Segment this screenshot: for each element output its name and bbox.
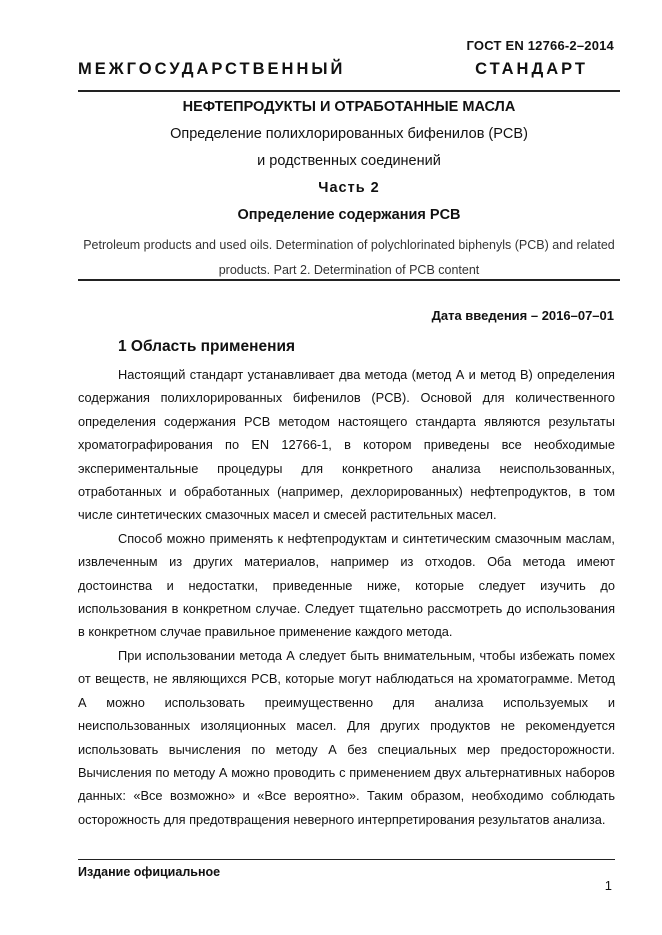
title-line-1: НЕФТЕПРОДУКТЫ И ОТРАБОТАННЫЕ МАСЛА bbox=[182, 99, 516, 115]
paragraph: При использовании метода А следует быть внимательным, чтобы избежать помех от веществ, не являющихся PCB, которые могут наблюдаться на хроматограмме. Метод А можно использовать преимущественно для анализа используемых и неиспользованных изоляционных масел. Для других продуктов не рекомендуется использовать вычисления по методу А без специальных мер предосторожности. Вычисления по методу А можно проводить с применением двух альтернативных наборов данных: «Все возможно» и «Все вероятно». Таким образом, необходимо соблюдать осторожность для предотвращения неверного интерпретирования результатов анализа. bbox=[78, 647, 615, 827]
page-number: 1 bbox=[604, 878, 612, 893]
standard-kind: МЕЖГОСУДАРСТВЕННЫЙ СТАНДАРТ bbox=[78, 60, 588, 78]
title-english: Petroleum products and used oils. Determination of polychlorinated biphenyls (PCB) and related products. Part 2. Determination of PCB content bbox=[83, 238, 615, 277]
header-divider bbox=[78, 90, 620, 92]
footer-divider bbox=[78, 859, 615, 860]
title-line-5: Определение содержания PCB bbox=[237, 207, 461, 223]
title-part: Часть 2 bbox=[318, 180, 380, 196]
standard-number: ГОСТ EN 12766-2–2014 bbox=[466, 38, 614, 53]
paragraph: Настоящий стандарт устанавливает два метода (метод А и метод В) определения содержания полихлорированных бифенилов (PCB). Основой для количественного определения содержания PCB методом настоящего стандарта являются результаты хроматографирования по EN 12766-1, в котором приведены все необходимые экспериментальные процедуры для конкретного анализа неиспользованных, отработанных и обработанных (например, дехлорированных) нефтепродуктов, в том числе синтетических смазочных масел и смесей растительных масел. bbox=[78, 367, 615, 523]
section-heading: 1 Область применения bbox=[118, 338, 296, 355]
title-line-3: и родственных соединений bbox=[257, 153, 441, 169]
section-body bbox=[78, 363, 615, 831]
title-line-2: Определение полихлорированных бифенилов (PCB) bbox=[170, 126, 528, 142]
title-divider bbox=[78, 279, 620, 281]
introduction-date: Дата введения – 2016–07–01 bbox=[431, 308, 614, 323]
edition-label: Издание официальное bbox=[78, 865, 221, 879]
paragraph: Способ можно применять к нефтепродуктам и синтетическим смазочным маслам, извлеченным из других материалов, например из отходов. Оба метода имеют достоинства и недостатки, приведенные ниже, которые следует изучить до использования в конкретном случае. Следует тщательно рассмотреть до использования в конкретном случае правильное применение каждого метода. bbox=[78, 530, 615, 640]
